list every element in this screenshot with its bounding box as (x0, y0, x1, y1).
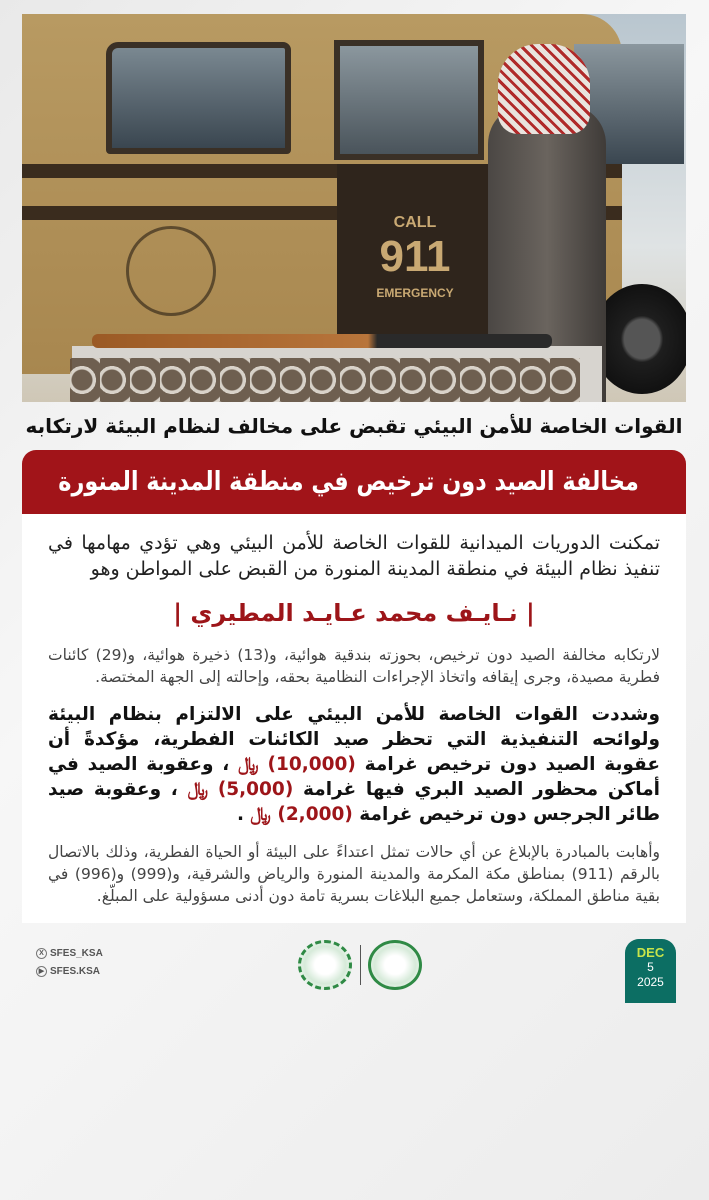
social-handles (36, 945, 103, 981)
social-x[interactable] (36, 945, 103, 963)
date-month: DEC (636, 945, 665, 960)
footer (22, 935, 686, 1003)
date-day: 5 (647, 960, 654, 974)
article-card (22, 514, 686, 923)
fine-amount: (10,000) ﷼ (238, 754, 356, 775)
x-icon: X (36, 948, 47, 959)
banner (22, 450, 686, 514)
penalty-text: . (236, 804, 244, 825)
emergency-number: 911 (379, 232, 451, 281)
fine-amount: (5,000) ﷼ (187, 779, 294, 800)
date-year: 2025 (637, 975, 664, 989)
call-text: CALL (393, 214, 437, 231)
ministry-logo-icon (368, 940, 422, 990)
violator-name: | نـايـف محمد عـايـد المطيري | (173, 599, 535, 627)
social-youtube[interactable] (36, 963, 103, 981)
social-handle: SFES.KSA (50, 966, 101, 977)
details-paragraph: لارتكابه مخالفة الصيد دون ترخيص، بحوزته بندقية هوائية، و(13) ذخيرة هوائية، و(29) كائنات فطرية مصيدة، وجرى إيقافه واتخاذ الإجراءات النظامية بحقه، وإحالته إلى الجهة المختصة. (48, 646, 660, 686)
call-to-action-paragraph: وأهابت بالمبادرة بالإبلاغ عن أي حالات تمثل اعتداءً على البيئة أو الحياة الفطرية، وذلك بالاتصال بالرقم (911) بمناطق مكة المكرمة والمدينة المنورة والرياض والشرقية، و(999) و(996) في بقية مناطق المملكة، وستعامل جميع البلاغات بسرية تامة دون أدنى مسؤولية على المبلّغ. (48, 843, 660, 905)
headline: القوات الخاصة للأمن البيئي تقبض على مخالف لنظام البيئة لارتكابه (25, 414, 683, 438)
date-badge (625, 939, 676, 1003)
emergency-text: EMERGENCY (376, 286, 454, 300)
penalty-text: وشددت القوات الخاصة للأمن البيئي على الالتزام بنظام البيئة ولوائحه التنفيذية التي تحظر صيد الكائنات الفطرية، مؤكدةً أن عقوبة الصيد دون ترخيص غرامة (48, 704, 660, 775)
youtube-icon: ▶ (36, 966, 47, 977)
penalties-paragraph (48, 702, 660, 827)
penalty-text: ، وعقوبة الصيد في أماكن محظور الصيد البري فيها غرامة (48, 754, 660, 800)
social-handle: SFES_KSA (50, 948, 103, 959)
footer-logos (298, 939, 422, 991)
fine-amount: (2,000) ﷼ (250, 804, 353, 825)
logo-divider (360, 945, 361, 985)
sfes-logo-icon (298, 940, 352, 990)
intro-paragraph: تمكنت الدوريات الميدانية للقوات الخاصة للأمن البيئي وهي تؤدي مهامها في تنفيذ نظام البيئة في منطقة المدينة المنورة من القبض على المواطن وهو (48, 532, 660, 580)
penalty-text: ، وعقوبة صيد طائر الجرجس دون ترخيص غرامة (48, 779, 660, 825)
banner-title: مخالفة الصيد دون ترخيص في منطقة المدينة المنورة (58, 467, 639, 497)
